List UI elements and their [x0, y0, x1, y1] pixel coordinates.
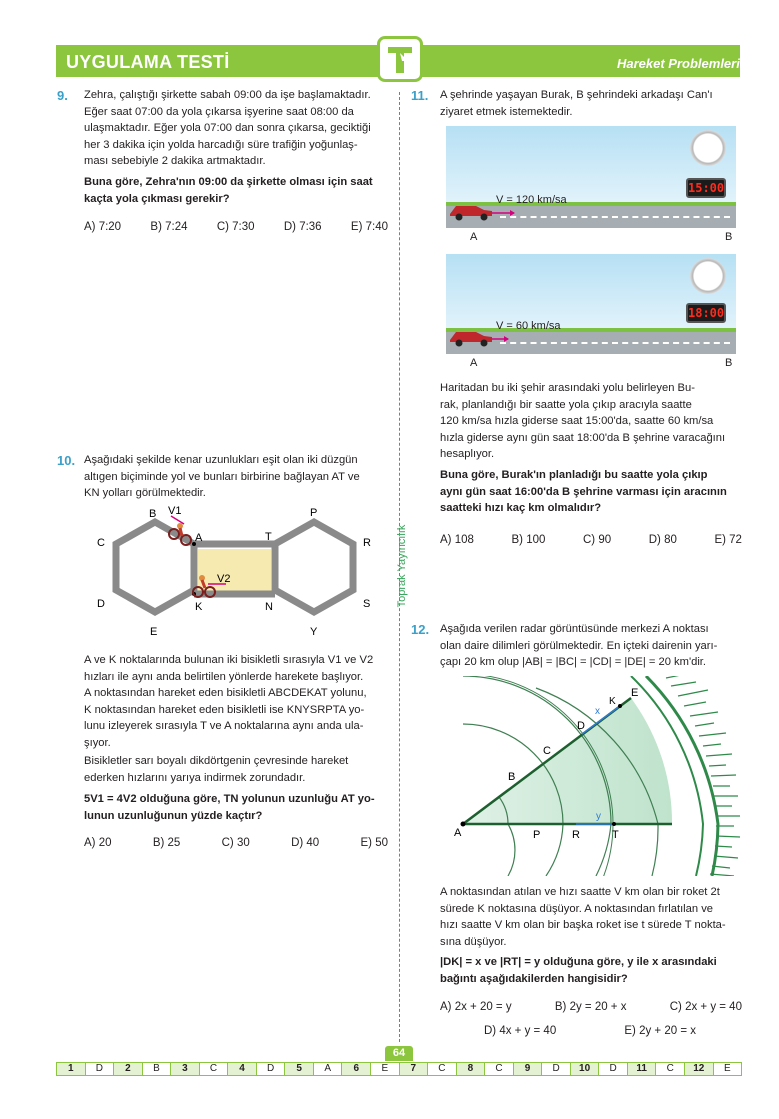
answer-key-answer: C [485, 1063, 514, 1075]
q11-body [440, 380, 742, 463]
q11-question-line: saatteki hızı kaç km olmalıdır? [440, 502, 602, 514]
q12-body-line: hızı saatte V km olan bir başka roket ise t sürede T nokta- [440, 919, 726, 931]
q12-question-line: |DK| = x ve |RT| = y olduğuna göre, y ile x arasındaki [440, 956, 717, 968]
label-e: E [150, 626, 158, 638]
q11-question-line: Buna göre, Burak'ın planladığı bu saatte yola çıkıp [440, 469, 708, 481]
right-hexagon-road [275, 522, 353, 612]
answer-key-number: 12 [685, 1063, 714, 1075]
analog-clock-icon [690, 130, 726, 166]
answer-key-number: 5 [285, 1063, 314, 1075]
q10-option-d[interactable]: D) 40 [291, 837, 320, 849]
q11-panel1-label-b: B [725, 231, 733, 243]
q10-body-line: A ve K noktalarında bulunan iki bisikletli sırasıyla V1 ve V2 [84, 654, 374, 666]
q9-text [84, 87, 388, 170]
q9-number: 9. [57, 88, 68, 103]
q9-question-line: Buna göre, Zehra'nın 09:00 da şirkette olması için saat [84, 176, 373, 188]
q10-question-line: 5V1 = 4V2 olduğuna göre, TN yolunun uzunluğu AT yo- [84, 793, 375, 805]
q9-line: her 3 dakika için yolda harcadığı süre trafiğin yoğunlaş- [84, 138, 358, 151]
q10-body [84, 652, 388, 751]
answer-key [56, 1062, 742, 1076]
q12-option-b[interactable]: B) 2y = 20 + x [554, 1001, 627, 1013]
q10-option-e[interactable]: E) 50 [360, 837, 388, 849]
q10-question [84, 791, 388, 824]
q9-option-c[interactable]: C) 7:30 [216, 221, 255, 233]
q11-panel2-lane [500, 342, 730, 344]
label-t: T [265, 531, 272, 543]
q11-body-line: hesaplıyor. [440, 448, 495, 460]
page-title: UYGULAMA TESTİ [66, 52, 230, 72]
answer-key-answer: D [542, 1063, 571, 1075]
q12-body [440, 884, 742, 950]
q11-body-line: hızla giderse aynı gün saat 18:00'da B şehrine varacağını [440, 431, 726, 444]
answer-key-answer: B [143, 1063, 172, 1075]
q12-line: olan daire dilimleri görülmektedir. En içteki dairenin yarı- [440, 639, 718, 652]
q11-line: A şehrinde yaşayan Burak, B şehrindeki arkadaşı Can'ı [440, 89, 713, 101]
answer-key-number: 6 [342, 1063, 371, 1075]
q11-option-c[interactable]: C) 90 [583, 534, 612, 546]
q9-line: Eğer saat 07:00 da yola çıkarsa işyerine saat 08:00 da [84, 105, 354, 118]
q9-line: ulaşmaktadır. Eğer yola 07:00 dan sonra çıkarsa, geciktiği [84, 122, 371, 134]
q10-question-line: lunun uzunluğunun yüzde kaçtır? [84, 809, 263, 822]
label-c: C [97, 537, 105, 549]
answer-key-number: 7 [400, 1063, 429, 1075]
label-b: B [508, 771, 516, 783]
q12-option-e[interactable]: E) 2y + 20 = x [624, 1025, 696, 1037]
q11-option-a[interactable]: A) 108 [440, 534, 474, 546]
q11-panel2-digital-clock: 18:00 [686, 303, 726, 323]
label-k: K [195, 601, 203, 613]
q10-hexagon-figure [88, 502, 388, 642]
q11-line: ziyaret etmek istemektedir. [440, 105, 573, 118]
page-number: 64 [385, 1046, 413, 1061]
q11-option-e[interactable]: E) 72 [714, 534, 742, 546]
q10-body2 [84, 753, 388, 786]
q11-question [440, 467, 742, 517]
answer-key-answer: D [599, 1063, 628, 1075]
q9-option-a[interactable]: A) 7:20 [84, 221, 122, 233]
q9-option-d[interactable]: D) 7:36 [283, 221, 322, 233]
q12-number: 12. [411, 622, 430, 637]
q10-body-line: A noktasından hareket eden bisikletli ABCDEKAT yolunu, [84, 687, 367, 699]
answer-key-answer: D [257, 1063, 286, 1075]
answer-key-number: 3 [171, 1063, 200, 1075]
label-c: C [543, 745, 551, 757]
q10-option-b[interactable]: B) 25 [152, 837, 181, 849]
q12-text [440, 621, 742, 671]
q11-question-line: aynı gün saat 16:00'da B şehrine varması için aracının [440, 485, 727, 498]
q11-panel2-speed: V = 60 km/sa [496, 320, 561, 332]
answer-key-answer: D [86, 1063, 115, 1075]
q11-body-line: Haritadan bu iki şehir arasındaki yolu belirleyen Bu- [440, 382, 695, 394]
q10-body-line: lunu izleyerek sırasıyla T ve A noktalarına aynı anda ula- [84, 720, 364, 732]
q12-options-row1 [440, 1001, 742, 1013]
label-t: T [612, 829, 619, 841]
q11-option-b[interactable]: B) 100 [511, 534, 546, 546]
q9-options [84, 221, 388, 233]
label-p: P [310, 507, 318, 519]
q10-options [84, 837, 388, 849]
q12-question-line: bağıntı aşağıdakilerden hangisidir? [440, 972, 628, 985]
v1-arrow [171, 516, 184, 524]
q11-option-d[interactable]: D) 80 [648, 534, 677, 546]
q11-body-line: rak, planlandığı bir saatte yola çıkıp aracıyla saatte [440, 398, 692, 411]
q12-options-row2 [484, 1025, 696, 1037]
label-y: y [596, 811, 601, 822]
q9-option-e[interactable]: E) 7:40 [350, 221, 388, 233]
label-r: R [363, 537, 371, 549]
point-a [461, 822, 466, 827]
answer-key-answer: A [314, 1063, 343, 1075]
answer-key-number: 4 [228, 1063, 257, 1075]
point-k [618, 704, 622, 708]
answer-key-answer: C [200, 1063, 229, 1075]
answer-key-answer: C [656, 1063, 685, 1075]
label-x: x [595, 706, 600, 717]
q11-number: 11. [411, 88, 429, 103]
label-a: A [454, 827, 462, 839]
analog-clock-icon [690, 258, 726, 294]
publisher-logo [377, 36, 423, 82]
q9-line: Zehra, çalıştığı şirkette sabah 09:00 da işe başlamaktadır. [84, 89, 371, 101]
answer-key-number: 8 [457, 1063, 486, 1075]
answer-key-answer: C [428, 1063, 457, 1075]
q9-question [84, 174, 388, 207]
label-v2: V2 [217, 573, 231, 585]
answer-key-number: 1 [57, 1063, 86, 1075]
answer-key-answer: E [371, 1063, 400, 1075]
label-v1: V1 [168, 505, 182, 517]
q10-option-a[interactable]: A) 20 [84, 837, 112, 849]
answer-key-number: 11 [628, 1063, 657, 1075]
answer-key-number: 10 [571, 1063, 600, 1075]
q12-radar-figure [446, 676, 746, 876]
q10-line: altıgen biçiminde yol ve bunları birbirine bağlayan AT ve [84, 470, 360, 483]
q11-panel2-label-a: A [470, 357, 478, 369]
q12-body-line: sürede K noktasına düşüyor. A noktasından fırlatılan ve [440, 902, 714, 915]
q10-body-line: hızları ile aynı anda belirtilen yönlerde harekete başlıyor. [84, 670, 364, 683]
q12-body-line: A noktasından atılan ve hızı saatte V km olan bir roket 2t [440, 886, 720, 898]
q10-body-line: şıyor. [84, 736, 111, 749]
q10-text [84, 452, 388, 502]
q12-body-line: sına düşüyor. [440, 935, 507, 948]
q9-option-b[interactable]: B) 7:24 [150, 221, 188, 233]
arc-ab-lower [508, 824, 515, 876]
q10-line: Aşağıdaki şekilde kenar uzunlukları eşit olan iki düzgün [84, 454, 358, 466]
chapter-title: Hareket Problemleri [617, 56, 740, 71]
label-e: E [631, 687, 639, 699]
logo-icon [380, 39, 420, 79]
radar-ticks [666, 676, 740, 876]
side-brand: Toprak Yayıncılık [396, 524, 408, 608]
q9-line: ması sebebiyle 2 dakika artmaktadır. [84, 155, 266, 167]
q12-line: çapı 20 km olup |AB| = |BC| = |CD| = |DE| = 20 km'dir. [440, 656, 707, 668]
q11-panel1-label-a: A [470, 231, 478, 243]
answer-key-number: 2 [114, 1063, 143, 1075]
label-k: K [609, 696, 616, 707]
q12-option-c[interactable]: C) 2x + y = 40 [669, 1001, 742, 1013]
label-n: N [265, 601, 273, 613]
q11-text [440, 87, 742, 120]
q10-line: KN yolları görülmektedir. [84, 487, 206, 499]
answer-key-number: 9 [514, 1063, 543, 1075]
q11-panel1-digital-clock: 15:00 [686, 178, 726, 198]
label-b: B [149, 508, 157, 520]
label-s: S [363, 598, 371, 610]
q11-panel1-speed: V = 120 km/sa [496, 194, 567, 206]
q12-question [440, 954, 742, 987]
q11-body-line: 120 km/sa hızla giderse saat 15:00'da, saatte 60 km/sa [440, 415, 714, 427]
q9-question-line: kaçta yola çıkması gerekir? [84, 192, 230, 205]
q10-body2-line: ederken hızlarını yarıya indirmek zorundadır. [84, 771, 306, 784]
q12-line: Aşağıda verilen radar görüntüsünde merkezi A noktası [440, 623, 709, 635]
q10-option-c[interactable]: C) 30 [221, 837, 250, 849]
q10-body2-line: Bisikletler sarı boyalı dikdörtgenin çevresinde hareket [84, 755, 349, 767]
label-a: A [195, 532, 203, 544]
q12-option-d[interactable]: D) 4x + y = 40 [484, 1025, 557, 1037]
point-t [612, 822, 616, 826]
q10-number: 10. [57, 453, 76, 468]
label-d: D [97, 598, 105, 610]
label-y: Y [310, 626, 318, 638]
label-p: P [533, 829, 541, 841]
label-r: R [572, 829, 580, 841]
q12-option-a[interactable]: A) 2x + 20 = y [440, 1001, 512, 1013]
label-d: D [577, 720, 585, 732]
answer-key-answer: E [724, 1063, 731, 1074]
q11-panel1-lane [500, 216, 730, 218]
q11-options [440, 534, 742, 546]
q10-body-line: K noktasından hareket eden bisikletli ise KNYSRPTA yo- [84, 703, 365, 716]
q11-panel2-label-b: B [725, 357, 733, 369]
